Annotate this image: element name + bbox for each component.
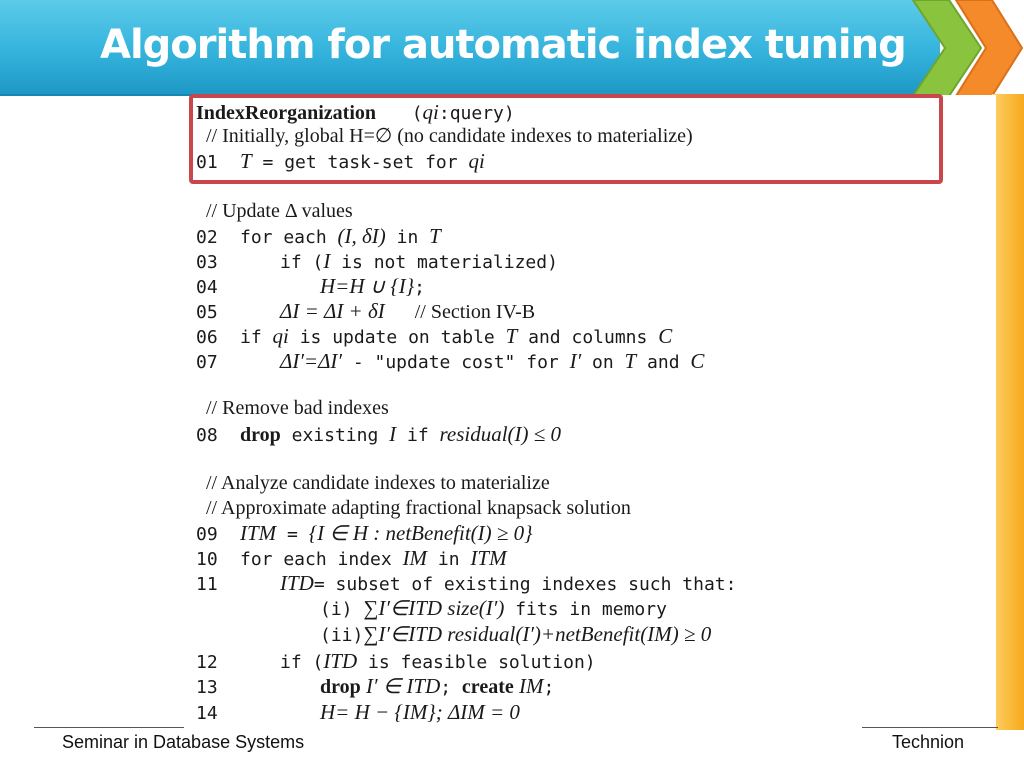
inline-comment: // Section IV-B: [414, 301, 536, 323]
line-number: 05: [196, 302, 218, 323]
code-text: is update on table: [288, 327, 506, 348]
math-var: T: [429, 224, 441, 248]
math-var: qi: [272, 324, 289, 348]
highlight-box: [189, 94, 943, 184]
param-rest: :query): [438, 103, 515, 124]
comment-remove: // Remove bad indexes: [206, 397, 389, 419]
math-var: IM: [402, 546, 428, 570]
line-number: 12: [196, 652, 218, 673]
footer-institution: Technion: [892, 732, 965, 752]
line-number: 09: [196, 524, 218, 545]
code-text: existing: [280, 425, 390, 446]
code-text: and columns: [517, 327, 659, 348]
code-text: - "update cost" for: [342, 352, 570, 373]
code-text: in: [427, 549, 471, 570]
chevron-orange-icon: [950, 0, 1024, 96]
line-11: [196, 570, 736, 596]
math-expr: ∑I′∈ITD residual(I′)+netBenefit(IM) ≥ 0: [363, 622, 712, 646]
line-11-condition-i: [196, 595, 667, 621]
line-03: [196, 248, 558, 274]
math-var: ITM: [240, 521, 277, 545]
keyword: drop: [320, 676, 361, 698]
math-var: T: [505, 324, 518, 348]
code-text: if (: [280, 652, 324, 673]
footer-divider: [34, 727, 184, 728]
line-number: 08: [196, 425, 218, 446]
math-var: I: [389, 422, 397, 446]
math-var: C: [658, 324, 673, 348]
math-expr: residual(I) ≤ 0: [439, 422, 562, 446]
line-09: [196, 520, 533, 546]
comment-init: // Initially, global H=∅ (no candidate indexes to materialize): [206, 125, 693, 147]
code-text: is feasible solution): [357, 652, 596, 673]
code-text: ;: [440, 677, 462, 698]
side-decoration-bar: [992, 94, 1024, 730]
math-var: ITM: [470, 546, 507, 570]
line-number: 01: [196, 152, 218, 173]
algorithm-listing: [196, 95, 996, 731]
line-02: [196, 223, 441, 249]
code-text: and: [636, 352, 691, 373]
math-var: T: [624, 349, 637, 373]
math-expr: {I ∈ H : netBenefit(I) ≥ 0}: [308, 521, 533, 545]
math-expr: ∑I′∈ITD size(I′): [363, 596, 505, 620]
comment-approx: // Approximate adapting fractional knapsack solution: [206, 497, 631, 519]
line-12: [196, 648, 596, 674]
line-number: 04: [196, 277, 218, 298]
line-number: 03: [196, 252, 218, 273]
line-number: 13: [196, 677, 218, 698]
line-number: 10: [196, 549, 218, 570]
code-text: in: [385, 227, 430, 248]
code-text: if (: [280, 252, 324, 273]
math-var: I: [323, 249, 331, 273]
math-var: ITD: [280, 571, 314, 595]
math-expr: H=H ∪ {I}: [320, 274, 415, 298]
keyword: create: [461, 676, 514, 698]
code-text: if: [396, 425, 440, 446]
code-text: = get task-set for: [251, 152, 469, 173]
line-13: [196, 673, 554, 699]
line-10: [196, 545, 507, 571]
comment-update: // Update Δ values: [206, 200, 353, 222]
algo-name: IndexReorganization: [196, 102, 376, 124]
math-var: T: [240, 149, 252, 173]
line-05: [196, 298, 535, 324]
param-var: qi: [422, 100, 439, 124]
footer-divider: [862, 727, 998, 728]
condition-label: (i): [320, 599, 364, 620]
line-number: 14: [196, 703, 218, 724]
line-number: 02: [196, 227, 218, 248]
code-text: = subset of existing indexes such that:: [313, 574, 737, 595]
footer-course: Seminar in Database Systems: [62, 732, 305, 752]
code-text: for each: [240, 227, 338, 248]
code-text: is not materialized): [330, 252, 558, 273]
line-07: [196, 348, 704, 374]
math-expr: ΔI = ΔI + δI: [280, 299, 385, 323]
math-var: I′: [569, 349, 582, 373]
line-number: 06: [196, 327, 218, 348]
math-var: qi: [468, 149, 485, 173]
line-number: 07: [196, 352, 218, 373]
line-06: [196, 323, 672, 349]
code-text: on: [581, 352, 625, 373]
line-11-condition-ii: [196, 621, 711, 647]
keyword: drop: [240, 424, 281, 446]
code-text: ;: [414, 277, 426, 298]
slide-title: Algorithm for automatic index tuning: [100, 22, 906, 68]
math-var: ITD: [323, 649, 358, 673]
comment-analyze: // Analyze candidate indexes to materialize: [206, 472, 550, 494]
code-text: =: [276, 524, 309, 545]
code-text: if: [240, 327, 273, 348]
math-expr: (I, δI): [337, 224, 386, 248]
math-expr: I′ ∈ ITD: [360, 674, 441, 698]
condition-label: (ii): [320, 625, 364, 646]
math-var: IM: [513, 674, 544, 698]
line-04: [196, 273, 425, 299]
math-expr: ΔI′=ΔI′: [280, 349, 342, 373]
line-08: [196, 421, 561, 447]
line-number: 11: [196, 574, 218, 595]
code-text: for each index: [240, 549, 403, 570]
math-var: C: [690, 349, 705, 373]
math-expr: H= H − {IM}; ΔIM = 0: [320, 700, 520, 724]
line-14: [196, 699, 520, 725]
param-open: (: [411, 103, 423, 124]
code-text: fits in memory: [504, 599, 667, 620]
code-text: ;: [543, 677, 555, 698]
